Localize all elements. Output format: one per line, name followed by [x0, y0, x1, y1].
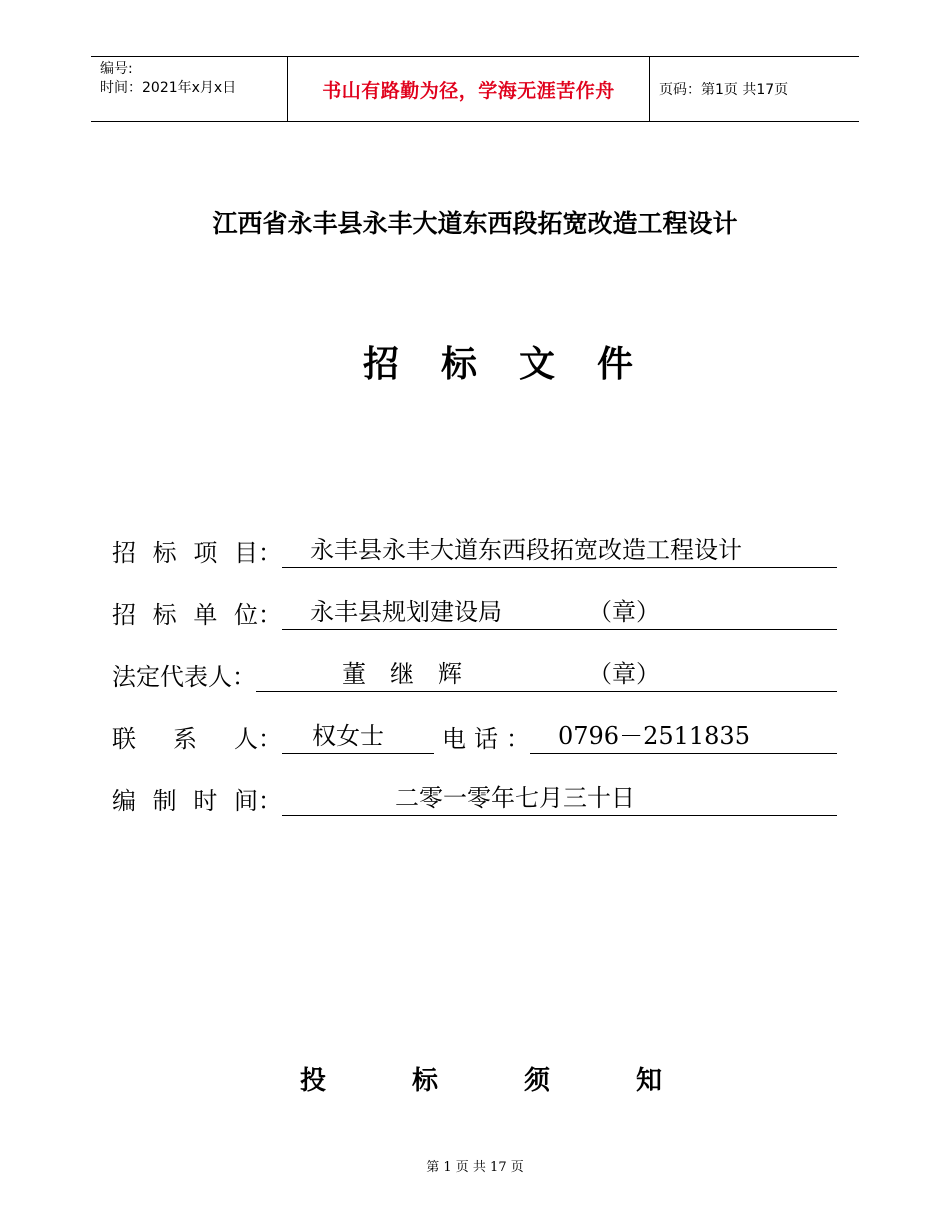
field-date — [112, 780, 837, 816]
page-footer: 第 1 页 共 17 页 — [426, 1160, 524, 1175]
project-label: 招 标 项 目 — [112, 539, 258, 567]
project-value: 永丰县永丰大道东西段拓宽改造工程设计 — [310, 536, 742, 564]
project-value-line — [282, 534, 837, 568]
unit-value: 永丰县规划建设局 — [310, 598, 502, 626]
date-colon: ： — [258, 787, 282, 815]
field-contact — [112, 718, 837, 754]
header-meta — [91, 57, 287, 121]
contact-value: 权女士 — [312, 722, 384, 750]
date-value: 二零一零年七月三十日 — [395, 784, 635, 812]
date-value-line — [282, 782, 837, 816]
field-legal-rep — [112, 656, 837, 692]
phone-colon: ： — [506, 725, 530, 753]
contact-value-line — [282, 720, 434, 754]
section-heading-char: 投 — [300, 1066, 327, 1096]
unit-seal: （章） — [588, 598, 660, 626]
project-colon: ： — [258, 539, 282, 567]
heading-char: 文 — [518, 343, 555, 385]
field-unit — [112, 594, 837, 630]
phone-label: 电 话 — [442, 725, 498, 753]
contact-label: 联 系 人 — [112, 725, 258, 753]
heading-char: 招 — [363, 343, 400, 385]
heading-char: 标 — [440, 343, 477, 385]
heading-char: 件 — [596, 343, 633, 385]
unit-label: 招 标 单 位 — [112, 601, 258, 629]
field-project — [112, 532, 837, 568]
section-heading — [300, 1060, 662, 1097]
document-heading — [363, 336, 633, 387]
legal-rep-seal: （章） — [588, 660, 660, 688]
document-title: 江西省永丰县永丰大道东西段拓宽改造工程设计 — [212, 209, 738, 238]
header-motto: 书山有路勤为径，学海无涯苦作舟 — [287, 57, 650, 121]
phone-value: 0796－2511835 — [558, 722, 750, 750]
legal-rep-value: 董 继 辉 — [342, 660, 462, 688]
date-label: 编 制 时 间 — [112, 787, 258, 815]
phone-value-line — [530, 720, 837, 754]
unit-colon: ： — [258, 601, 282, 629]
section-heading-char: 标 — [411, 1066, 438, 1096]
legal-rep-label: 法定代表人： — [112, 663, 256, 691]
header-page-number: 页码：第1页 共17页 — [659, 82, 789, 98]
legal-rep-value-line — [256, 658, 837, 692]
section-heading-char: 须 — [523, 1066, 550, 1096]
page-header — [91, 56, 859, 122]
section-heading-char: 知 — [635, 1066, 662, 1096]
document-number-label: 编号: — [100, 61, 133, 77]
document-time-label: 时间：2021年x月x日 — [100, 80, 237, 96]
unit-value-line — [282, 596, 837, 630]
contact-colon: ： — [258, 725, 282, 753]
